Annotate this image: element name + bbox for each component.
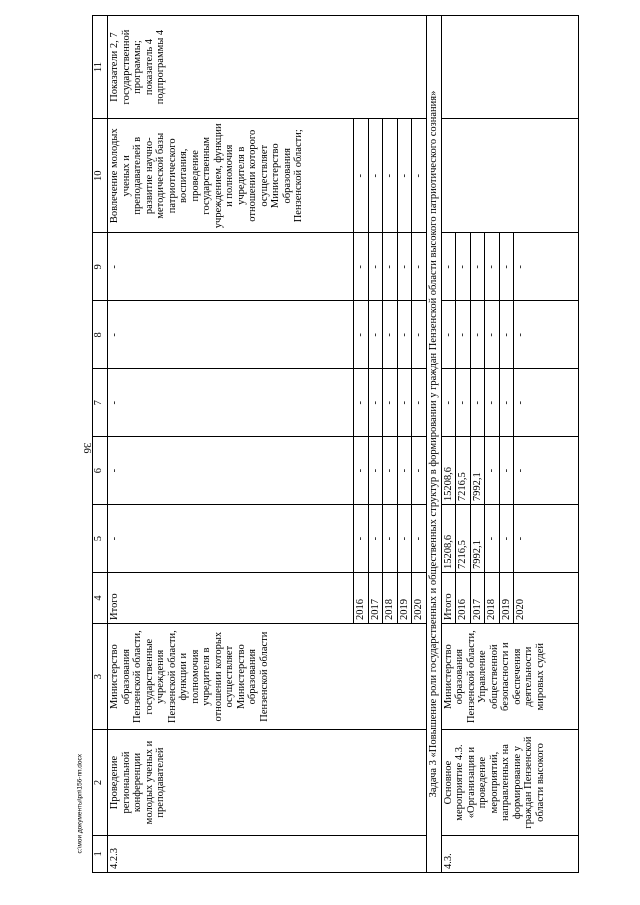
value-cell: - bbox=[412, 233, 427, 301]
value-cell: - bbox=[368, 369, 383, 437]
page-number: 36 bbox=[81, 442, 93, 454]
value-cell: - bbox=[354, 437, 369, 505]
col-num: 3 bbox=[93, 623, 108, 729]
col-num: 2 bbox=[93, 730, 108, 835]
value-cell: - bbox=[383, 301, 398, 369]
value-cell: - bbox=[470, 369, 485, 437]
value-cell: 7216,5 bbox=[456, 437, 471, 505]
col-num: 9 bbox=[93, 233, 108, 301]
period: 2016 bbox=[456, 573, 471, 624]
indicator bbox=[441, 16, 579, 119]
value-cell: - bbox=[485, 369, 500, 437]
rotated-table-page bbox=[92, 15, 620, 873]
executor: Министерство образования Пензенской области, государственные учреждения Пензенской области, функции и полномочия учредителя в отношении которых осуществляет Министерство образования Пензенской области bbox=[108, 623, 427, 729]
period: 2018 bbox=[383, 573, 398, 624]
value-cell: - bbox=[368, 233, 383, 301]
period: 2017 bbox=[470, 573, 485, 624]
col-num: 8 bbox=[93, 301, 108, 369]
value-cell: 7992,1 bbox=[470, 437, 485, 505]
column-number-row bbox=[93, 16, 108, 873]
col-num: 5 bbox=[93, 505, 108, 573]
value-cell: - bbox=[499, 233, 514, 301]
value-cell: - bbox=[441, 369, 456, 437]
value-cell: - bbox=[108, 369, 354, 437]
value-cell: - bbox=[470, 301, 485, 369]
expected-result: - bbox=[354, 119, 369, 233]
value-cell: - bbox=[397, 437, 412, 505]
period: 2016 bbox=[354, 573, 369, 624]
expected-result bbox=[441, 119, 579, 233]
value-cell: - bbox=[499, 437, 514, 505]
value-cell: 7992,1 bbox=[470, 505, 485, 573]
value-cell: - bbox=[499, 301, 514, 369]
value-cell: - bbox=[456, 301, 471, 369]
value-cell: - bbox=[368, 301, 383, 369]
value-cell: - bbox=[514, 301, 579, 369]
value-cell: - bbox=[397, 233, 412, 301]
footer-file-path: c:\мои документы\рп\156-пп.docx bbox=[76, 753, 84, 854]
value-cell: - bbox=[441, 233, 456, 301]
value-cell: - bbox=[456, 369, 471, 437]
period: 2020 bbox=[514, 573, 579, 624]
period: Итого bbox=[108, 573, 354, 624]
value-cell: - bbox=[441, 301, 456, 369]
row-number: 4.2.3 bbox=[108, 835, 427, 872]
col-num: 6 bbox=[93, 437, 108, 505]
expected-result: - bbox=[412, 119, 427, 233]
period: 2018 bbox=[485, 573, 500, 624]
table-row bbox=[108, 16, 354, 873]
value-cell: - bbox=[514, 233, 579, 301]
value-cell: - bbox=[499, 369, 514, 437]
value-cell: - bbox=[514, 369, 579, 437]
value-cell: - bbox=[383, 233, 398, 301]
value-cell: - bbox=[514, 437, 579, 505]
value-cell: 15208,6 bbox=[441, 437, 456, 505]
row-number: 4.3. bbox=[441, 835, 579, 872]
expected-result: - bbox=[368, 119, 383, 233]
value-cell: - bbox=[397, 369, 412, 437]
task-title: Задача 3 «Повышение роли государственных и общественных структур в формировании у граждан Пензенской области высокого патриотического сознания» bbox=[426, 16, 441, 873]
value-cell: - bbox=[354, 301, 369, 369]
value-cell: - bbox=[368, 437, 383, 505]
value-cell: - bbox=[108, 505, 354, 573]
value-cell: - bbox=[412, 505, 427, 573]
value-cell: - bbox=[108, 301, 354, 369]
value-cell: - bbox=[383, 505, 398, 573]
value-cell: - bbox=[108, 437, 354, 505]
value-cell: - bbox=[412, 369, 427, 437]
value-cell: - bbox=[354, 369, 369, 437]
task-row bbox=[426, 16, 441, 873]
expected-result: - bbox=[383, 119, 398, 233]
indicator: Показатели 2, 7 государственной программы; показатель 4 подпрограммы 4 bbox=[108, 16, 427, 119]
value-cell: - bbox=[383, 437, 398, 505]
col-num: 1 bbox=[93, 835, 108, 872]
value-cell: - bbox=[485, 301, 500, 369]
period: 2019 bbox=[397, 573, 412, 624]
col-num: 7 bbox=[93, 369, 108, 437]
expected-result: Вовлечение молодых ученых и преподавателей в развитие научно-методической базы патриотического воспитания, проведение государственным учреждением, функции и полномочия учредителя в отношении которого осуществляет Министерство образования Пензенской области; bbox=[108, 119, 354, 233]
value-cell: - bbox=[412, 301, 427, 369]
table-row bbox=[441, 16, 456, 873]
period: 2017 bbox=[368, 573, 383, 624]
expected-result: - bbox=[397, 119, 412, 233]
value-cell: 15208,6 bbox=[441, 505, 456, 573]
period: Итого bbox=[441, 573, 456, 624]
value-cell: - bbox=[485, 505, 500, 573]
value-cell: - bbox=[470, 233, 485, 301]
col-num: 10 bbox=[93, 119, 108, 233]
value-cell: - bbox=[368, 505, 383, 573]
value-cell: - bbox=[412, 437, 427, 505]
value-cell: - bbox=[514, 505, 579, 573]
value-cell: - bbox=[354, 505, 369, 573]
value-cell: - bbox=[383, 369, 398, 437]
executor: Министерство образования Пензенской области, Управление общественной безопасности и обеспечения деятельности мировых судей bbox=[441, 623, 579, 729]
value-cell: - bbox=[354, 233, 369, 301]
event-name: Основное мероприятие 4.3. «Организация и проведение мероприятий, направленных на формирование у граждан Пензенской области высокого bbox=[441, 730, 579, 835]
value-cell: - bbox=[499, 505, 514, 573]
value-cell: - bbox=[108, 233, 354, 301]
period: 2019 bbox=[499, 573, 514, 624]
event-name: Проведение региональной конференции молодых ученых и преподавателей bbox=[108, 730, 427, 835]
period: 2020 bbox=[412, 573, 427, 624]
value-cell: - bbox=[397, 505, 412, 573]
program-table bbox=[92, 15, 579, 873]
value-cell: - bbox=[485, 233, 500, 301]
value-cell: - bbox=[456, 233, 471, 301]
value-cell: - bbox=[485, 437, 500, 505]
value-cell: - bbox=[397, 301, 412, 369]
col-num: 4 bbox=[93, 573, 108, 624]
col-num: 11 bbox=[93, 16, 108, 119]
value-cell: 7216,5 bbox=[456, 505, 471, 573]
